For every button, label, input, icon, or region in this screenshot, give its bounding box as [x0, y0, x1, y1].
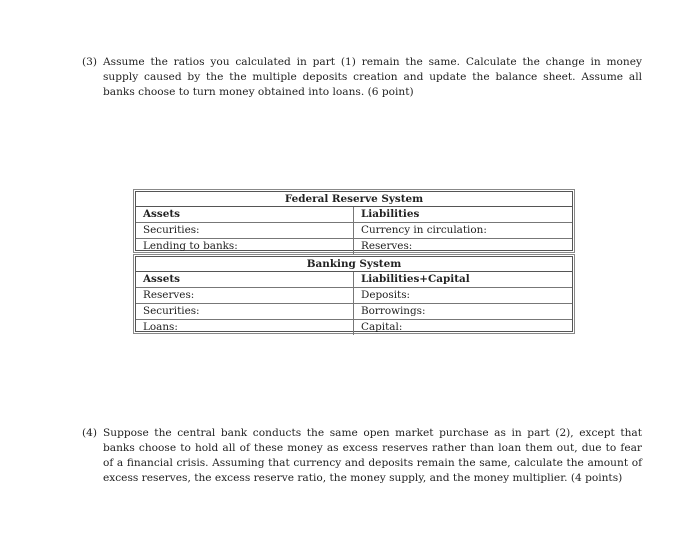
liability-cell: Borrowings:: [361, 305, 426, 317]
liabilities-header: Liabilities: [361, 208, 420, 220]
banking-system-balance-sheet: [135, 256, 573, 332]
liability-cell: Currency in circulation:: [361, 224, 487, 236]
question-3: [82, 55, 642, 100]
assets-header: Assets: [136, 207, 354, 222]
question-text: Assume the ratios you calculated in part (1) remain the same. Calculate the change in money supply caused by the the multiple deposits creation and update the balance sheet. Assume all banks choose to turn money obtained into loans. (6 point): [103, 56, 642, 98]
table-title: Banking System: [136, 257, 572, 272]
table-row: [136, 303, 572, 319]
question-text: Suppose the central bank conducts the same open market purchase as in part (2), except that banks choose to hold all of these money as excess reserves rather than loan them out, due to fear of a financial crisis. Assuming that currency and deposits remain the same, calculate the amount of excess reserves, the excess reserve ratio, the money supply, and the money multiplier. (4 points): [103, 427, 642, 484]
liability-cell: Reserves:: [361, 240, 413, 252]
table-row: [136, 287, 572, 303]
question-number: (4): [82, 427, 98, 439]
table-header-row: [136, 272, 572, 287]
table-row: [136, 238, 572, 254]
table-row: [136, 319, 572, 335]
asset-cell: Reserves:: [136, 288, 354, 303]
table-row: [136, 222, 572, 238]
question-4: [82, 426, 642, 486]
asset-cell: Securities:: [136, 223, 354, 238]
table-header-row: [136, 207, 572, 222]
liabilities-capital-header: Liabilities+Capital: [361, 273, 470, 285]
asset-cell: Lending to banks:: [136, 239, 354, 254]
liability-cell: Capital:: [361, 321, 403, 333]
federal-reserve-balance-sheet: [135, 191, 573, 251]
assets-header: Assets: [136, 272, 354, 287]
liability-cell: Deposits:: [361, 289, 411, 301]
table-title: Federal Reserve System: [136, 192, 572, 207]
asset-cell: Loans:: [136, 320, 354, 335]
asset-cell: Securities:: [136, 304, 354, 319]
question-number: (3): [82, 56, 98, 68]
